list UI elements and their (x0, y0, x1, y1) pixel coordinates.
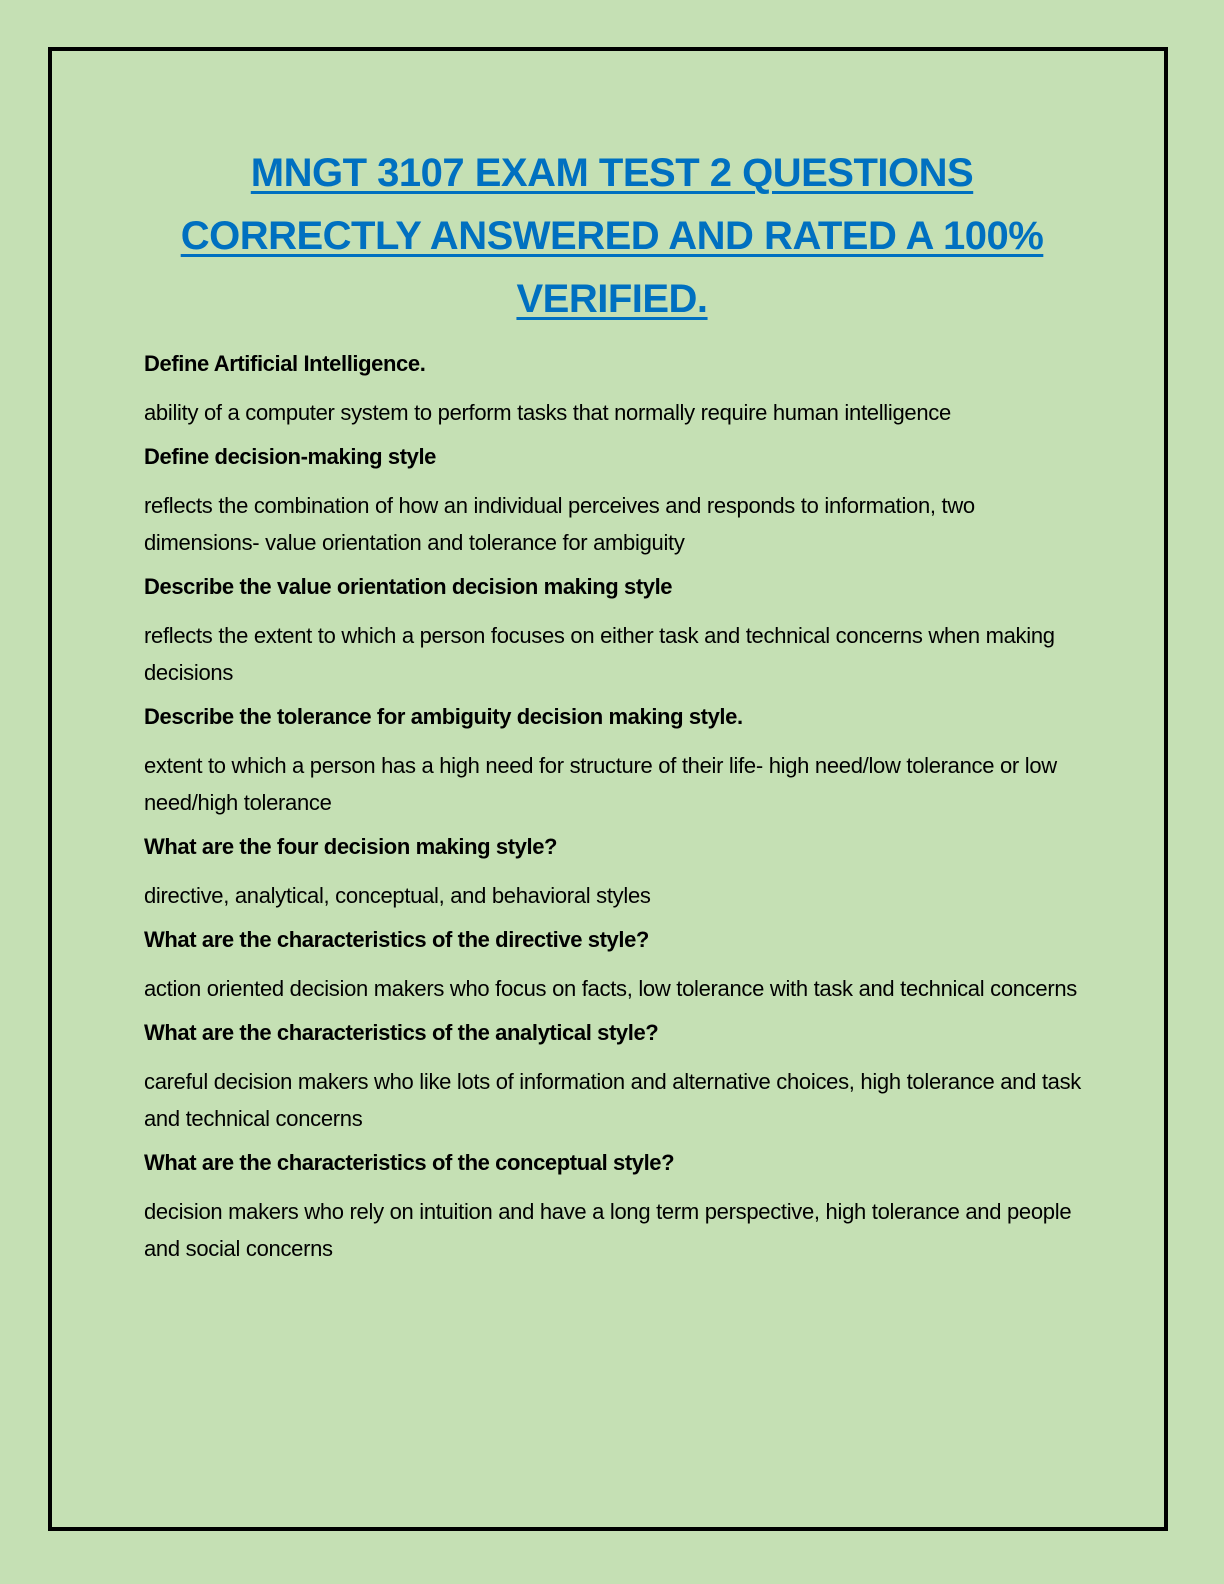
answer: careful decision makers who like lots of information and alternative choices, high tolerance and task and technical concerns (144, 1069, 1081, 1131)
qa-item-conceptual-style (144, 1149, 1094, 1267)
question: Describe the value orientation decision making style (144, 574, 673, 599)
title-line-1: MNGT 3107 EXAM TEST 2 QUESTIONS (250, 151, 974, 195)
answer: decision makers who rely on intuition and have a long term perspective, high tolerance and people and social concerns (144, 1199, 1072, 1261)
question: What are the characteristics of the directive style? (144, 927, 649, 952)
qa-item-four-styles (144, 833, 1094, 914)
answer: directive, analytical, conceptual, and behavioral styles (144, 883, 651, 908)
question: Describe the tolerance for ambiguity decision making style. (144, 704, 743, 729)
title-line-3: VERIFIED. (516, 277, 708, 321)
qa-item-value-orientation (144, 573, 1094, 691)
answer: reflects the combination of how an individual perceives and responds to information, two dimensions- value orientation and tolerance for ambiguity (144, 493, 975, 555)
question: Define Artificial Intelligence. (144, 351, 426, 376)
question: What are the characteristics of the analytical style? (144, 1020, 659, 1045)
question: Define decision-making style (144, 444, 436, 469)
answer: reflects the extent to which a person focuses on either task and technical concerns when making decisions (144, 623, 1055, 685)
qa-item-tolerance-ambiguity (144, 703, 1094, 821)
document-title (100, 142, 1124, 331)
title-line-2: CORRECTLY ANSWERED AND RATED A 100% (180, 214, 1044, 258)
question: What are the four decision making style? (144, 834, 558, 859)
qa-item-decision-making-style (144, 443, 1094, 561)
question: What are the characteristics of the conceptual style? (144, 1150, 675, 1175)
answer: action oriented decision makers who focus on facts, low tolerance with task and technical concerns (144, 976, 1077, 1001)
qa-item-analytical-style (144, 1019, 1094, 1137)
qa-item-directive-style (144, 926, 1094, 1007)
qa-list (144, 350, 1094, 1279)
answer: extent to which a person has a high need for structure of their life- high need/low tolerance or low need/high tolerance (144, 753, 1057, 815)
answer: ability of a computer system to perform tasks that normally require human intelligence (144, 400, 951, 425)
qa-item-ai-definition (144, 350, 1094, 431)
